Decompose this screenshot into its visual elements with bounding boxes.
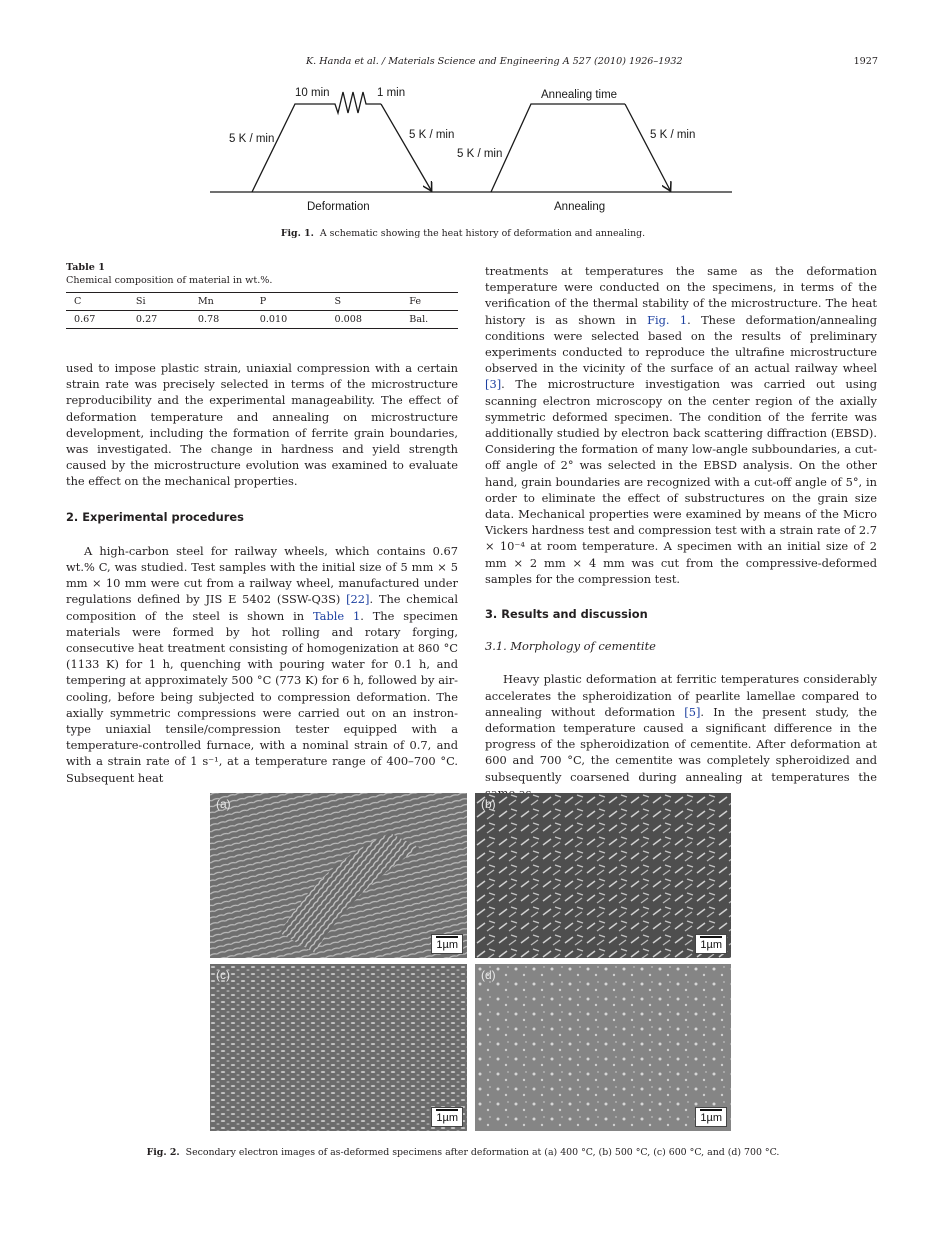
page-number: 1927 (853, 56, 878, 67)
cementite-paragraph (485, 671, 877, 801)
table-cell: 0.78 (190, 311, 252, 329)
micrograph-panel-c (210, 964, 467, 1131)
figure-1-link[interactable]: Fig. 1 (647, 312, 688, 327)
table-header-cell: P (252, 293, 327, 311)
table-row (66, 311, 458, 329)
journal-citation: K. Handa et al. / Materials Science and Engineering A 527 (2010) 1926–1932 (306, 56, 683, 67)
experimental-text-3: . The specimen materials were formed by hot rolling and rotary forging, consecutive heat treatment consisting of homogenization at 860 °C (1133 K) for 1 h, quenching with pouring water for 0.1 h, and tempering at approximately 500 °C (773 K) for 6 h, followed by air-cooling, before being subjected to compression deformation. The axially symmetric compressions were carried out on an instron-type uniaxial tensile/compression tester equipped with a temperature-controlled furnace, with a nominal strain of 0.7, and with a strain rate of 1 s⁻¹, at a temperature range of 400–700 °C. Subsequent heat (66, 608, 458, 785)
reference-5-link[interactable]: [5] (684, 704, 701, 719)
intro-paragraph-end: used to impose plastic strain, uniaxial compression with a certain strain rate was precisely selected in terms of the microstructure reproducibility and the experimental manageability. The effect of deformation temperature and annealing on microstructure development, including the formation of ferrite grain boundaries, was investigated. The change in hardness and yield strength caused by the microstructure evolution was examined to evaluate the effect on the mechanical properties. (66, 361, 458, 489)
table-cell: 0.008 (327, 311, 402, 329)
heating-rate-label: 5 K / min (229, 133, 275, 145)
micrograph-panel-d (475, 964, 731, 1131)
panel-b-label: (b) (481, 797, 496, 811)
table-1-label: Table 1 (66, 262, 105, 273)
table-header-cell: Fe (401, 293, 458, 311)
running-header (66, 56, 878, 70)
panel-d-label: (d) (481, 968, 496, 982)
cementite-text-2: . In the present study, the deformation temperature caused a significant difference in the progress of the spheroidization of cementite. After deformation at 600 and 700 °C, the cementite was completely spheroidized and subsequently coarsened during annealing at temperatures the (485, 704, 877, 784)
annealing-cooling-arrow (625, 104, 670, 190)
table-1 (66, 262, 458, 329)
right-column (485, 263, 877, 801)
experimental-text-1: A high-carbon steel for railway wheels, which contains 0.67 wt.% C, was studied. Test samples with the initial size of 5 mm × 5 mm × 10 mm were cut from a railway wheel, manufactured under regulations defined by JIS E 5402 (SSW-Q3S) (66, 543, 458, 607)
cementite-text-1: Heavy plastic deformation at ferritic temperatures considerably accelerates the spheroidization of pearlite lamellae compared to annealing without deformation (485, 672, 877, 719)
section-3-heading: 3. Results and discussion (485, 607, 648, 622)
panel-b-scale-bar (695, 934, 727, 954)
experimental-text-2: . The chemical composition of the steel is shown in (66, 592, 458, 623)
figure-1-caption (0, 227, 926, 240)
anneal-heating-rate-label: 5 K / min (457, 148, 503, 160)
annealing-profile (491, 104, 625, 192)
hold-10min-label: 10 min (295, 87, 330, 99)
annealing-stage-label: Annealing (554, 201, 606, 213)
panel-c-label: (c) (216, 968, 230, 982)
table-header-cell: Si (128, 293, 190, 311)
subsection-3-1-heading: 3.1. Morphology of cementite (485, 639, 656, 654)
table-header-cell: S (327, 293, 402, 311)
panel-d-scale-bar (695, 1107, 727, 1127)
panel-d-scale-text: 1µm (700, 1112, 722, 1124)
figure-1-heat-history (205, 80, 740, 220)
table-cell: Bal. (401, 311, 458, 329)
heat-treatment-paragraph (485, 263, 877, 587)
figure-2-caption (0, 1146, 926, 1159)
anneal-cooling-rate-label: 5 K / min (650, 129, 696, 141)
section-2-heading: 2. Experimental procedures (66, 509, 244, 524)
micrograph-panel-b (475, 793, 731, 958)
heat-treatment-text-1: treatments at temperatures the same as the deformation temperature were conducted on the specimens, in terms of the verification of the thermal stability of the microstructure. The heat history is as shown in (485, 264, 877, 327)
panel-b-scale-text: 1µm (700, 939, 722, 951)
table-header-cell: C (66, 293, 128, 311)
table-header-row (66, 293, 458, 311)
panel-a-scale-text: 1µm (436, 939, 458, 951)
experimental-paragraph (66, 543, 458, 786)
table-header-cell: Mn (190, 293, 252, 311)
micrograph-panel-a (210, 793, 467, 958)
figure-1-caption-label: Fig. 1. (280, 228, 314, 239)
lamellar-pearlite-texture (210, 793, 467, 958)
table-1-caption: Chemical composition of material in wt.%. (66, 275, 273, 286)
table-1-link[interactable]: Table 1 (312, 608, 361, 623)
annealing-time-label: Annealing time (541, 89, 618, 101)
hold-1min-label: 1 min (377, 87, 406, 99)
panel-c-scale-text: 1µm (436, 1112, 458, 1124)
table-cell: 0.27 (128, 311, 190, 329)
chemical-composition-table (66, 292, 458, 329)
figure-1-caption-text: A schematic showing the heat history of deformation and annealing. (319, 228, 646, 239)
deformation-cooling-arrow (381, 104, 431, 190)
heat-treatment-text-3: . The microstructure investigation was carried out using scanning electron microscopy on the center region of the axially symmetric deformed specimen. The condition of the ferrite was additionally studied by electron back scattering diffraction (EBSD). Considering the formation of many low-angle subboundaries, a cut-off angle of 2° was selected in the EBSD analysis. On the other hand, grain boundaries are recognized with a cut-off angle of 5°, in order to eliminate the effect of substructures on the grain size data. Mechanical properties were examined by means of the Micro Vickers hardness test and compression test with a strain rate of 2.7 × 10⁻⁴ at room temperature. A specimen with an initial size of 2 mm × 2 mm × 4 mm was cut from the compressive-deformed samples for the compression test. (485, 377, 877, 586)
left-column (66, 360, 458, 786)
panel-a-label: (a) (216, 797, 231, 811)
table-cell: 0.010 (252, 311, 327, 329)
table-cell: 0.67 (66, 311, 128, 329)
deformation-stage-label: Deformation (307, 201, 370, 213)
reference-22-link[interactable]: [22] (346, 592, 370, 607)
fragmented-cementite-texture (475, 793, 731, 958)
figure-2-caption-text: Secondary electron images of as-deformed specimens after deformation at (a) 400 °C, (b) 500 °C, (c) 600 °C, and (d) 700 °C. (185, 1147, 780, 1158)
reference-3-link[interactable]: [3] (485, 377, 502, 392)
figure-2-caption-label: Fig. 2. (146, 1147, 180, 1158)
panel-c-scale-bar (431, 1107, 463, 1127)
coarsened-particle-texture (475, 964, 731, 1131)
heat-treatment-text-2: . These deformation/annealing conditions were selected based on the results of preliminary experiments conducted to reproduce the ultrafine microstructure observed in the vicinity of the surface of an actual railway wheel (485, 312, 877, 376)
spheroidized-cementite-texture (210, 964, 467, 1131)
panel-a-scale-bar (431, 934, 463, 954)
cooling-rate-label: 5 K / min (409, 129, 455, 141)
